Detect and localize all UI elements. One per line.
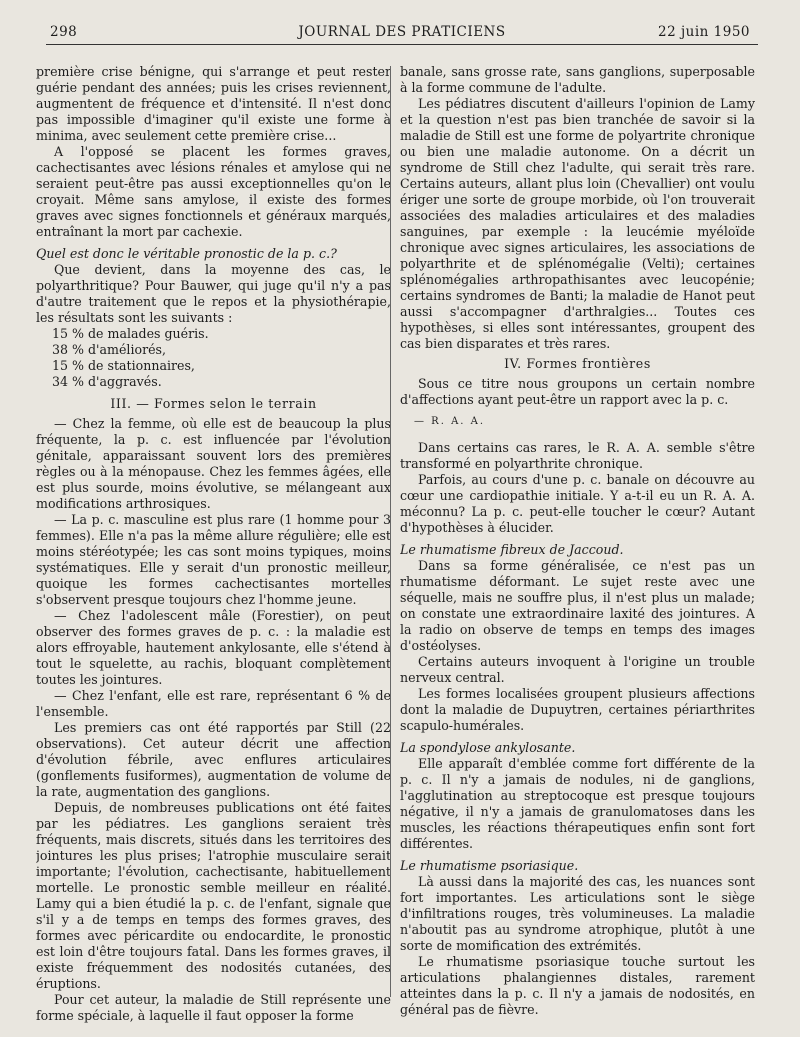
list-item: 38 % d'améliorés, <box>52 342 167 357</box>
paragraph: Les formes localisées groupent plusieurs affections dont la maladie de Dupuytren, certaines périarthrites scapulo-humérales. <box>400 686 755 733</box>
paragraph: Que devient, dans la moyenne des cas, le polyarthritique? Pour Bauwer, qui juge qu'il n'y a pas d'autre traitement que le repos et la physiothérapie, les résultats sont les suivants : <box>36 262 391 325</box>
right-column <box>400 64 755 1029</box>
paragraph: — Chez la femme, où elle est de beaucoup la plus fréquente, la p. c. est influencée par l'évolution génitale, apparaissant souvent lors des premières règles ou à la ménopause. Chez les femmes âgées, elle est plus sourde, moins évolutive, se mélangeant aux modifications arthrosiques. <box>36 416 391 511</box>
paragraph: Dans sa forme généralisée, ce n'est pas un rhumatisme déformant. Le sujet reste avec une séquelle, mais ne souffre plus, il n'est plus un malade; on constate une extraordinaire laxité des jointures. A la radio on observe de temps en temps des images d'ostéolyses. <box>400 558 755 653</box>
list-item: 15 % de stationnaires, <box>52 358 195 373</box>
paragraph: Sous ce titre nous groupons un certain nombre d'affections ayant peut-être un rapport avec la p. c. <box>400 376 755 407</box>
journal-title: JOURNAL DES PRATICIENS <box>298 24 506 40</box>
issue-date: 22 juin 1950 <box>657 24 750 40</box>
list-item: 34 % d'aggravés. <box>52 374 162 389</box>
subheading-jaccoud: Le rhumatisme fibreux de Jaccoud. <box>400 542 624 557</box>
paragraph: Les premiers cas ont été rapportés par Still (22 observations). Cet auteur décrit une affection d'évolution fébrile, avec enflures articulaires (gonflements fusiformes), augmentation de volume de la rate, augmentation des ganglions. <box>36 720 391 799</box>
left-column <box>36 64 391 1029</box>
paragraph: Le rhumatisme psoriasique touche surtout les articulations phalangiennes distales, rarement atteintes dans la p. c. Il n'y a jamais de nodosités, en général pas de fièvre. <box>400 954 755 1017</box>
results-list <box>52 326 391 390</box>
section-heading-iv: IV. Formes frontières <box>504 356 651 371</box>
subheading-prognosis: Quel est donc le véritable pronostic de la p. c.? <box>36 246 337 261</box>
paragraph: A l'opposé se placent les formes graves, cachectisantes avec lésions rénales et amylose qui ne seraient peut-être pas aussi exceptionnelles qu'on le croyait. Même sans amylose, il existe des formes graves avec signes fonctionnels et généraux marqués, entraînant la mort par cachexie. <box>36 144 391 239</box>
paragraph: Elle apparaît d'emblée comme fort différente de la p. c. Il n'y a jamais de nodules, ni de ganglions, l'agglutination au streptocoque est presque toujours négative, il n'y a jamais de granulomatoses dans les muscles, les réactions thérapeutiques enfin sont fort différentes. <box>400 756 755 851</box>
paragraph: Dans certains cas rares, le R. A. A. semble s'être transformé en polyarthrite chronique. <box>400 440 755 471</box>
paragraph: Depuis, de nombreuses publications ont été faites par les pédiatres. Les ganglions seraient très fréquents, mais discrets, situés dans les territoires des jointures les plus prises; l'atrophie musculaire serait importante; l'évolution, cachectisante, habituellement mortelle. Le pronostic semble meilleur en réalité. Lamy qui a bien étudié la p. c. de l'enfant, signale que s'il y a de temps en temps des formes graves, des formes avec péricardite ou endocardite, le pronostic est loin d'être toujours fatal. Dans les formes graves, il existe fréquemment des nodosités cutanées, des éruptions. <box>36 800 391 991</box>
paragraph: Là aussi dans la majorité des cas, les nuances sont fort importantes. Les articulations sont le siège d'infiltrations rouges, très volumineuses. La maladie n'aboutit pas au syndrome atrophique, plutôt à une sorte de momification des extrémités. <box>400 874 755 953</box>
list-item: 15 % de malades guéris. <box>52 326 209 341</box>
paragraph: Les pédiatres discutent d'ailleurs l'opinion de Lamy et la question n'est pas bien tranchée de savoir si la maladie de Still est une forme de polyartrite chronique ou bien une maladie autonome. On a décrit un syndrome de Still chez l'adulte, qui serait très rare. Certains auteurs, allant plus loin (Chevallier) ont voulu ériger une sorte de groupe morbide, où l'on trouverait associées des maladies articulaires et des maladies sanguines, par exemple : la leucémie myéloïde chronique avec signes articulaires, les associations de polyarthrite et de splénomégalie (Velti); certaines splénomégalies arthropathisantes avec leucopénie; certains syndromes de Banti; la maladie de Hanot peut aussi s'accompagner d'arthralgies... Toutes ces hypothèses, si elles sont intéressantes, groupent des cas bien disparates et très rares. <box>400 96 755 351</box>
paragraph: Parfois, au cours d'une p. c. banale on découvre au cœur une cardiopathie initiale. Y a-t-il eu un R. A. A. méconnu? La p. c. peut-elle toucher le cœur? Autant d'hypothèses à élucider. <box>400 472 755 535</box>
paragraph: première crise bénigne, qui s'arrange et peut rester guérie pendant des années; puis les crises reviennent, augmentent de fréquence et d'intensité. Il n'est donc pas impossible d'imaginer qu'il existe une forme à minima, avec seulement cette première crise... <box>36 64 391 143</box>
paragraph: banale, sans grosse rate, sans ganglions, superposable à la forme commune de l'adulte. <box>400 64 755 95</box>
subheading-psoriasique: Le rhumatisme psoriasique. <box>400 858 579 873</box>
subheading-raa: — R. A. A. <box>414 416 486 427</box>
paragraph: Certains auteurs invoquent à l'origine un trouble nerveux central. <box>400 654 755 685</box>
paragraph: — Chez l'adolescent mâle (Forestier), on peut observer des formes graves de p. c. : la maladie est alors effroyable, hautement ankylosante, elle s'étend à tout le squelette, au rachis, bloquant complètement toutes les jointures. <box>36 608 391 687</box>
column-divider <box>390 66 391 997</box>
paragraph: — La p. c. masculine est plus rare (1 homme pour 3 femmes). Elle n'a pas la même allure régulière; elle est moins stéréotypée; les cas sont moins typiques, moins systématiques. Elle y serait d'un pronostic meilleur, quoique les formes cachectisantes mortelles s'observent presque toujours chez l'homme jeune. <box>36 512 391 607</box>
running-header <box>46 18 758 45</box>
paragraph: — Chez l'enfant, elle est rare, représentant 6 % de l'ensemble. <box>36 688 391 719</box>
section-heading-iii: III. — Formes selon le terrain <box>110 396 317 411</box>
paragraph: Pour cet auteur, la maladie de Still représente une forme spéciale, à laquelle il faut opposer la forme <box>36 992 391 1023</box>
page-number: 298 <box>50 24 78 40</box>
subheading-spondylose: La spondylose ankylosante. <box>400 740 576 755</box>
